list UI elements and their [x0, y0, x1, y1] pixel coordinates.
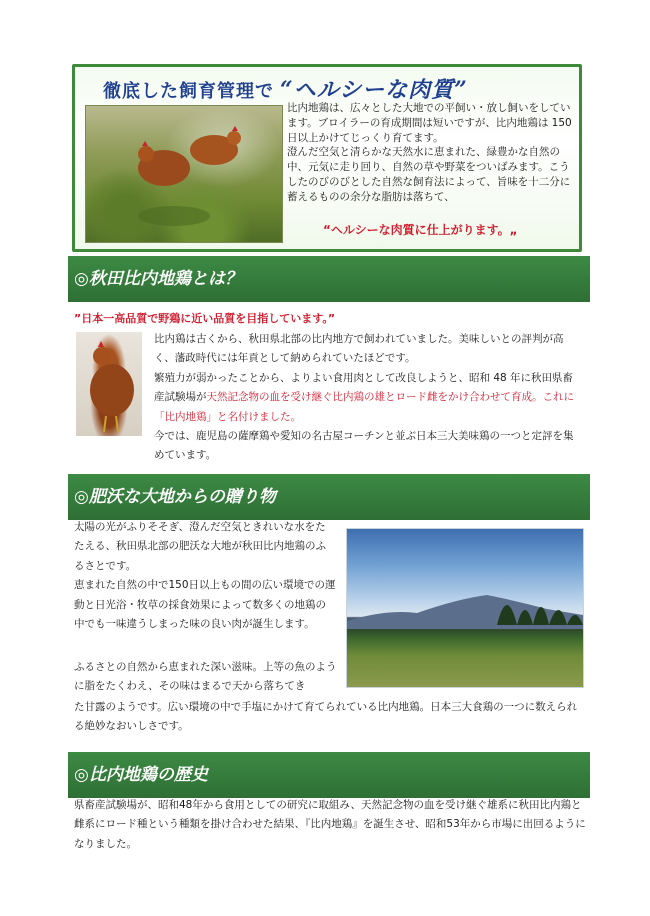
about-line-2: [154, 369, 582, 427]
section-heading-history: ◎比内地鶏の歴史: [74, 765, 208, 785]
section-heading-land: ◎肥沃な大地からの贈り物: [74, 487, 276, 507]
hens-illustration: [86, 106, 282, 242]
land-paragraph-3b: た甘露のようです。広い環境の中で手塩にかけて育てられている比内地鶏。日本三大食鶏の一つに数えられる絶妙なおいしさです。: [74, 701, 578, 733]
land-paragraph-1: 太陽の光がふりそそぎ、澄んだ空気ときれいな水をたたえる、秋田県北部の肥沃な大地が秋田比内地鶏のふるさとです。: [74, 521, 326, 572]
about-line-2-highlight: 天然記念物の血を受け継ぐ比内鶏の雄とロード雌をかけ合わせて育成。これに「比内地鶏」と名付けました。: [154, 391, 574, 423]
mountain-silhouette: [347, 529, 583, 687]
banner-title-text: 徹底した飼育管理で: [103, 81, 274, 102]
about-line-1: 比内鶏は古くから、秋田県北部の比内地方で飼われていました。美味しいとの評判が高く、藩政時代には年貢として納められていたほどです。: [154, 333, 564, 365]
banner-body: [287, 101, 575, 205]
banner-paragraph-1: 比内地鶏は、広々とした大地での平飼い・放し飼いをしています。ブロイラーの育成期間は短いですが、比内地鶏は 150 日以上かけてじっくり育てます。: [287, 102, 572, 144]
about-body: [154, 330, 582, 468]
banner-title-highlight: “ヘルシーな肉質”: [280, 77, 468, 103]
hen-portrait-illustration: [76, 332, 142, 436]
land-paragraph-3a: ふるさとの自然から恵まれた深い滋味。上等の魚のように脂をたくわえ、その味はまるで天から落ちてき: [74, 661, 337, 693]
banner-tagline: “ヘルシーな肉質に仕上がります。„: [323, 223, 518, 237]
about-line-2-text: 繁殖力が弱かったことから、よりよい食用肉として改良しようと、昭和 48 年に秋田県畜産試験場が: [154, 371, 574, 404]
land-paragraph-3a-wrap: [74, 658, 344, 698]
hens-in-field-photo: [85, 105, 283, 243]
intro-banner: [72, 64, 582, 252]
history-body: [74, 796, 588, 856]
land-body: [74, 518, 336, 658]
section-heading-about: ◎秋田比内地鶏とは？: [74, 269, 242, 289]
section-header-about: [68, 256, 590, 302]
section-header-history: [68, 752, 590, 798]
pasture-landscape-photo: [346, 528, 584, 688]
banner-paragraph-2: 澄んだ空気と清らかな天然水に恵まれた、緑豊かな自然の中、元気に走り回り、自然の草や野菜をついばみます。こうしたのびのびとした自然な飼育法によって、旨味を十二分に蓄えるものの余分な脂肪は落ちて、: [287, 146, 571, 203]
about-subheading: ”日本一高品質で野鶏に近い品質を目指しています。”: [74, 312, 336, 325]
section-header-land: [68, 474, 590, 520]
hen-portrait-photo: [76, 332, 142, 436]
history-paragraph: 県畜産試験場が、昭和48年から食用としての研究に取組み、天然記念物の血を受け継ぐ雄系に秋田比内鶏と雌系にロード種という種類を掛け合わせた結果、『比内地鶏』を誕生させ、昭和53年から市場に出回るようになりました。: [74, 799, 586, 850]
about-line-3: 今では、鹿児島の薩摩鶏や愛知の名古屋コーチンと並ぶ日本三大美味鶏の一つと定評を集めています。: [154, 430, 574, 462]
land-tail: [74, 698, 586, 736]
land-paragraph-2: 恵まれた自然の中で150日以上もの間の広い環境での運動と日光浴・牧草の採食効果によって数多くの地鶏の中でも一味違うしまった味の良い肉が誕生します。: [74, 579, 336, 631]
